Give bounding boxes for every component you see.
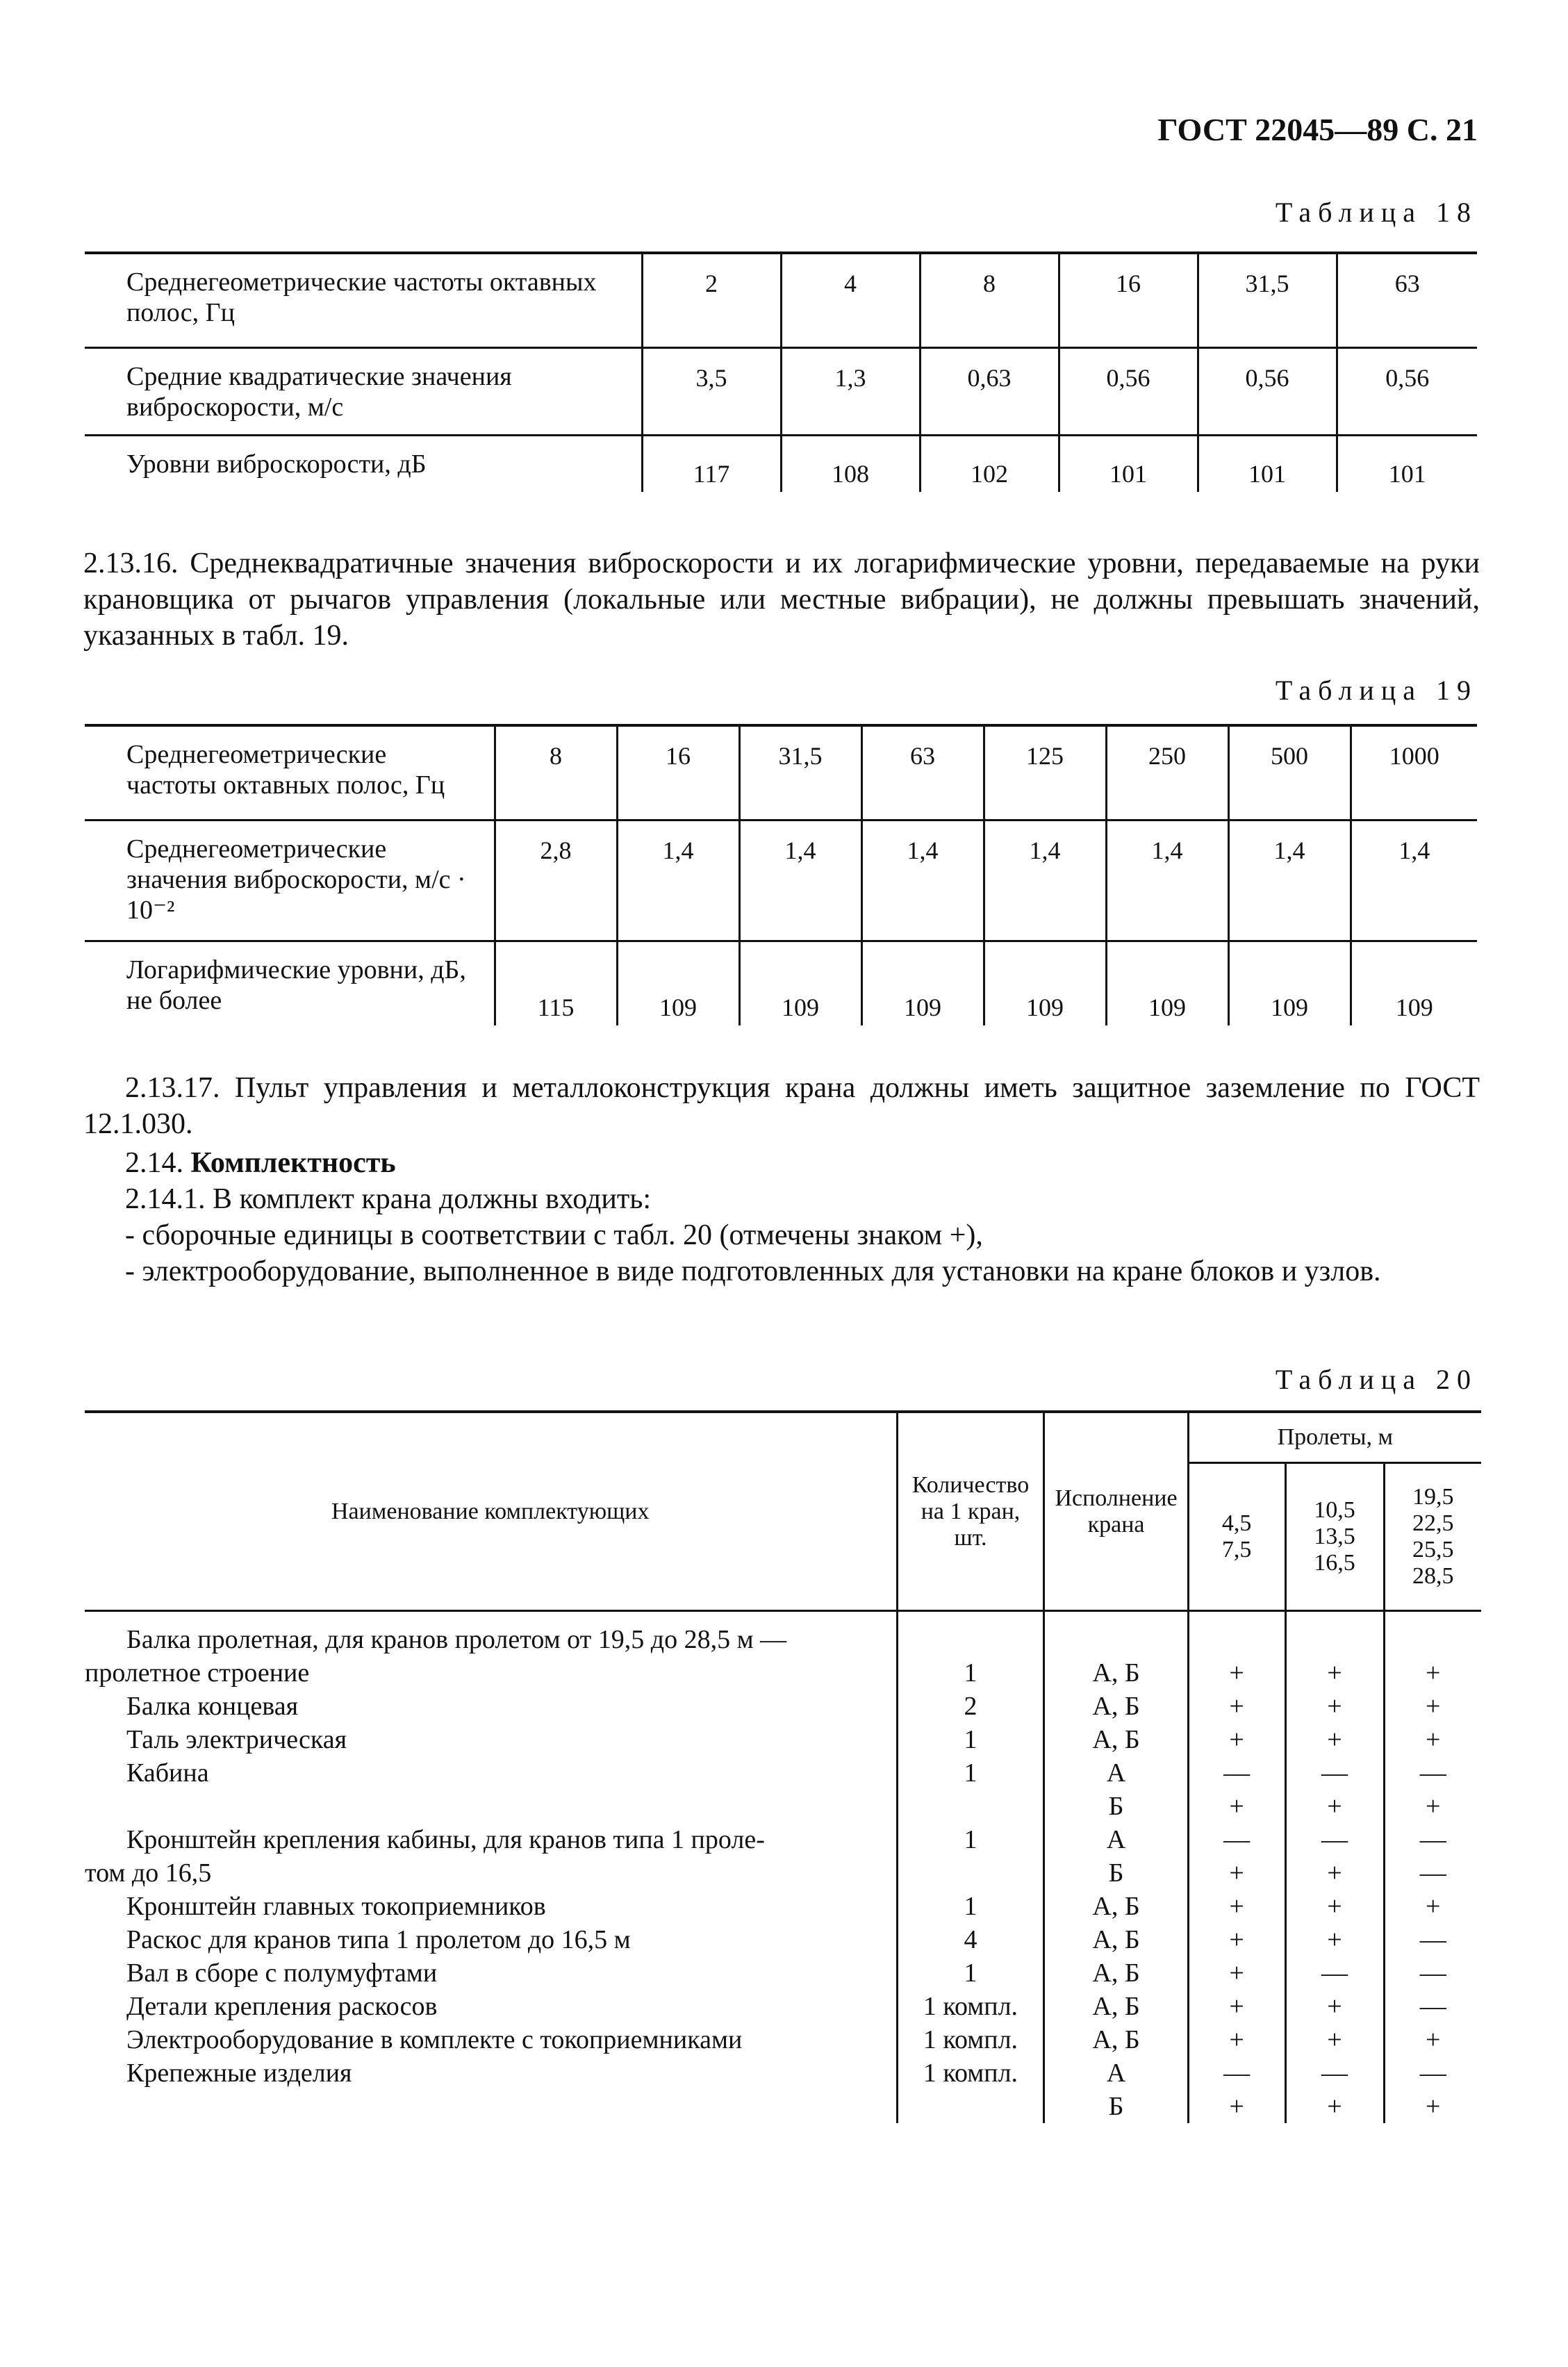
table-19	[85, 724, 1477, 1025]
table-cell: —	[1384, 1856, 1481, 1890]
row-label: Уровни виброскорости, дБ	[126, 449, 427, 479]
table-cell: А	[1044, 1756, 1188, 1790]
table-cell: 1,3	[781, 347, 920, 435]
table-cell: 1	[897, 1956, 1044, 1990]
table-cell: 109	[861, 941, 984, 1025]
table-cell: +	[1188, 1923, 1285, 1956]
table-cell	[897, 1611, 1044, 1657]
table-cell: 0,56	[1337, 347, 1477, 435]
table-row	[85, 1990, 1481, 2023]
table-cell: +	[1384, 1790, 1481, 1823]
paragraph-2-14-1: 2.14.1. В комплект крана должны входить:	[125, 1183, 652, 1215]
table-cell: +	[1285, 2090, 1384, 2123]
table-cell: 1,4	[1228, 820, 1351, 941]
table-row	[85, 1890, 1481, 1923]
table-cell: 63	[1337, 253, 1477, 347]
header-variant: Исполнение крана	[1044, 1412, 1188, 1611]
table-cell: +	[1285, 1923, 1384, 1956]
paragraph-2-13-17: 2.13.17. Пульт управления и металлоконструкция крана должны иметь защитное заземление по ГОСТ 12.1.030.	[83, 1072, 1480, 1140]
table-cell: 31,5	[739, 725, 861, 820]
table-cell: Б	[1044, 1856, 1188, 1890]
table-18-caption: Таблица 18	[1275, 197, 1478, 228]
table-row	[85, 1611, 1481, 1657]
table-cell: —	[1384, 1756, 1481, 1790]
table-cell: +	[1384, 1690, 1481, 1723]
table-cell: А, Б	[1044, 1923, 1188, 1956]
table-row	[85, 1923, 1481, 1956]
table-cell: А, Б	[1044, 1656, 1188, 1690]
table-cell: +	[1285, 1990, 1384, 2023]
table-cell: 2	[897, 1690, 1044, 1723]
row-name: Кронштейн главных токоприемников	[126, 1892, 546, 1921]
row-label: Среднегеометрические частоты октавных полос, Гц	[126, 267, 597, 327]
table-row	[85, 253, 1477, 347]
table-cell: 16	[617, 725, 739, 820]
table-row	[85, 435, 1477, 492]
row-label: Среднегеометрические значения виброскорости, м/с · 10⁻²	[126, 834, 466, 925]
table-cell: +	[1384, 1890, 1481, 1923]
table-cell: +	[1188, 1956, 1285, 1990]
table-cell: +	[1188, 1723, 1285, 1756]
table-cell: —	[1188, 1756, 1285, 1790]
table-cell: 109	[617, 941, 739, 1025]
table-cell: 1 компл.	[897, 1990, 1044, 2023]
table-cell: —	[1285, 2056, 1384, 2090]
table-20	[85, 1410, 1481, 2123]
section-number: 2.14.	[125, 1147, 183, 1179]
table-cell: 500	[1228, 725, 1351, 820]
table-row	[85, 1690, 1481, 1723]
table-cell: 250	[1106, 725, 1228, 820]
table-cell: +	[1384, 1656, 1481, 1690]
table-cell: 1 компл.	[897, 2023, 1044, 2056]
table-cell: 101	[1059, 435, 1198, 492]
table-cell: 1,4	[1351, 820, 1477, 941]
table-cell: —	[1188, 1823, 1285, 1856]
table-cell: 109	[739, 941, 861, 1025]
table-cell: 117	[642, 435, 781, 492]
header-span-2: 10,5 13,5 16,5	[1285, 1463, 1384, 1611]
table-cell: +	[1285, 1890, 1384, 1923]
table-cell: 1,4	[1106, 820, 1228, 941]
row-name: Вал в сборе с полумуфтами	[126, 1958, 438, 1988]
header-qty: Количество на 1 кран, шт.	[897, 1412, 1044, 1611]
table-row	[85, 2090, 1481, 2123]
table-cell: +	[1384, 2023, 1481, 2056]
table-cell: —	[1384, 2056, 1481, 2090]
list-item-1: - сборочные единицы в соответствии с табл. 20 (отмечены знаком +),	[125, 1219, 983, 1251]
table-cell: 3,5	[642, 347, 781, 435]
table-cell: +	[1285, 1723, 1384, 1756]
table-cell: 1	[897, 1723, 1044, 1756]
table-19-caption: Таблица 19	[1275, 675, 1478, 706]
table-cell: 109	[1106, 941, 1228, 1025]
table-row	[85, 1856, 1481, 1890]
row-name	[85, 1790, 897, 1823]
table-cell: А, Б	[1044, 1690, 1188, 1723]
header-spans: Пролеты, м	[1188, 1412, 1481, 1463]
table-cell: +	[1285, 1790, 1384, 1823]
row-name: Раскос для кранов типа 1 пролетом до 16,5 м	[126, 1925, 631, 1954]
table-cell: Б	[1044, 2090, 1188, 2123]
table-row	[85, 1790, 1481, 1823]
table-cell: +	[1188, 2023, 1285, 2056]
table-cell: +	[1285, 1856, 1384, 1890]
table-cell: 101	[1198, 435, 1337, 492]
row-label: Логарифмические уровни, дБ, не более	[126, 955, 466, 1015]
table-cell: —	[1285, 1756, 1384, 1790]
table-cell: +	[1188, 1990, 1285, 2023]
table-cell: 8	[495, 725, 617, 820]
header-name: Наименование комплектующих	[85, 1412, 897, 1611]
table-cell: 109	[1228, 941, 1351, 1025]
table-cell: 0,56	[1198, 347, 1337, 435]
table-cell: 1,4	[861, 820, 984, 941]
table-cell: +	[1285, 1690, 1384, 1723]
table-row	[85, 1723, 1481, 1756]
table-cell: +	[1285, 1656, 1384, 1690]
row-name: том до 16,5	[85, 1858, 212, 1888]
table-cell: 115	[495, 941, 617, 1025]
table-cell: 1000	[1351, 725, 1477, 820]
table-row	[85, 820, 1477, 941]
row-name: Балка пролетная, для кранов пролетом от 19,5 до 28,5 м —	[126, 1625, 787, 1654]
table-cell: +	[1384, 1723, 1481, 1756]
table-cell: 1	[897, 1823, 1044, 1856]
table-cell: 2,8	[495, 820, 617, 941]
table-cell: 1,4	[617, 820, 739, 941]
table-row	[85, 1656, 1481, 1690]
table-cell: А, Б	[1044, 1956, 1188, 1990]
table-cell: 1,4	[984, 820, 1106, 941]
row-name: Детали крепления раскосов	[126, 1992, 438, 2021]
table-cell: А, Б	[1044, 2023, 1188, 2056]
table-cell: 125	[984, 725, 1106, 820]
row-name: Крепежные изделия	[126, 2059, 352, 2088]
table-cell	[897, 1790, 1044, 1823]
table-cell	[1188, 1611, 1285, 1657]
table-cell: 0,63	[920, 347, 1059, 435]
table-cell: А, Б	[1044, 1890, 1188, 1923]
table-cell	[1044, 1611, 1188, 1657]
table-cell: 102	[920, 435, 1059, 492]
table-cell: 109	[984, 941, 1106, 1025]
table-cell: 1,4	[739, 820, 861, 941]
list-item-2: - электрооборудование, выполненное в виде подготовленных для установки на кране блоков и узлов.	[125, 1255, 1381, 1287]
paragraph-2-13-16: 2.13.16. Среднеквадратичные значения виброскорости и их логарифмические уровни, передаваемые на руки крановщика от рычагов управления (локальные или местные вибрации), не должны превышать значений, указанных в табл. 19.	[83, 547, 1480, 652]
table-cell	[897, 2090, 1044, 2123]
table-row	[85, 2023, 1481, 2056]
row-label: Средние квадратические значения виброскорости, м/с	[126, 361, 512, 422]
table-cell: +	[1188, 1856, 1285, 1890]
row-name: Кабина	[126, 1758, 209, 1788]
table-cell: 101	[1337, 435, 1477, 492]
table-cell: +	[1188, 1790, 1285, 1823]
table-row	[85, 941, 1477, 1025]
table-cell: 31,5	[1198, 253, 1337, 347]
row-name: Таль электрическая	[126, 1725, 347, 1754]
table-18	[85, 251, 1477, 492]
page-header: ГОСТ 22045—89 С. 21	[1157, 112, 1478, 147]
row-name: Кронштейн крепления кабины, для кранов типа 1 проле-	[126, 1825, 765, 1854]
header-span-1: 4,5 7,5	[1188, 1463, 1285, 1611]
table-cell: 109	[1351, 941, 1477, 1025]
table-cell: Б	[1044, 1790, 1188, 1823]
table-cell: —	[1384, 1823, 1481, 1856]
table-cell: +	[1188, 1690, 1285, 1723]
table-20-caption: Таблица 20	[1275, 1364, 1478, 1395]
table-cell: 1 компл.	[897, 2056, 1044, 2090]
table-row	[85, 1756, 1481, 1790]
table-cell: 2	[642, 253, 781, 347]
row-name	[85, 2090, 897, 2123]
table-cell: —	[1285, 1956, 1384, 1990]
table-cell	[897, 1856, 1044, 1890]
table-cell: 63	[861, 725, 984, 820]
table-cell: —	[1384, 1923, 1481, 1956]
table-cell: 108	[781, 435, 920, 492]
table-cell: +	[1188, 2090, 1285, 2123]
table-cell	[1285, 1611, 1384, 1657]
row-name: Балка концевая	[126, 1692, 299, 1721]
table-cell: —	[1384, 1956, 1481, 1990]
table-cell: А, Б	[1044, 1990, 1188, 2023]
header-span-3: 19,5 22,5 25,5 28,5	[1384, 1463, 1481, 1611]
table-cell: —	[1384, 1990, 1481, 2023]
table-row	[85, 1823, 1481, 1856]
row-name: пролетное строение	[85, 1658, 310, 1688]
table-cell: +	[1384, 2090, 1481, 2123]
table-cell: 0,56	[1059, 347, 1198, 435]
table-row	[85, 2056, 1481, 2090]
table-cell: —	[1285, 1823, 1384, 1856]
table-cell: 4	[781, 253, 920, 347]
section-2-14-heading	[125, 1145, 396, 1181]
section-title: Комплектность	[190, 1147, 396, 1179]
table-cell: +	[1188, 1890, 1285, 1923]
table-cell: 8	[920, 253, 1059, 347]
table-cell: +	[1188, 1656, 1285, 1690]
table-cell: —	[1188, 2056, 1285, 2090]
table-cell: 1	[897, 1756, 1044, 1790]
table-cell: 1	[897, 1656, 1044, 1690]
table-cell: А	[1044, 1823, 1188, 1856]
table-cell: 16	[1059, 253, 1198, 347]
table-row	[85, 1956, 1481, 1990]
row-name: Электрооборудование в комплекте с токоприемниками	[126, 2025, 743, 2054]
table-cell: 4	[897, 1923, 1044, 1956]
row-label: Среднегеометрические частоты октавных полос, Гц	[126, 740, 445, 800]
table-cell: А, Б	[1044, 1723, 1188, 1756]
table-row	[85, 725, 1477, 820]
table-cell: +	[1285, 2023, 1384, 2056]
table-cell: 1	[897, 1890, 1044, 1923]
table-row	[85, 347, 1477, 435]
table-cell: А	[1044, 2056, 1188, 2090]
table-cell	[1384, 1611, 1481, 1657]
